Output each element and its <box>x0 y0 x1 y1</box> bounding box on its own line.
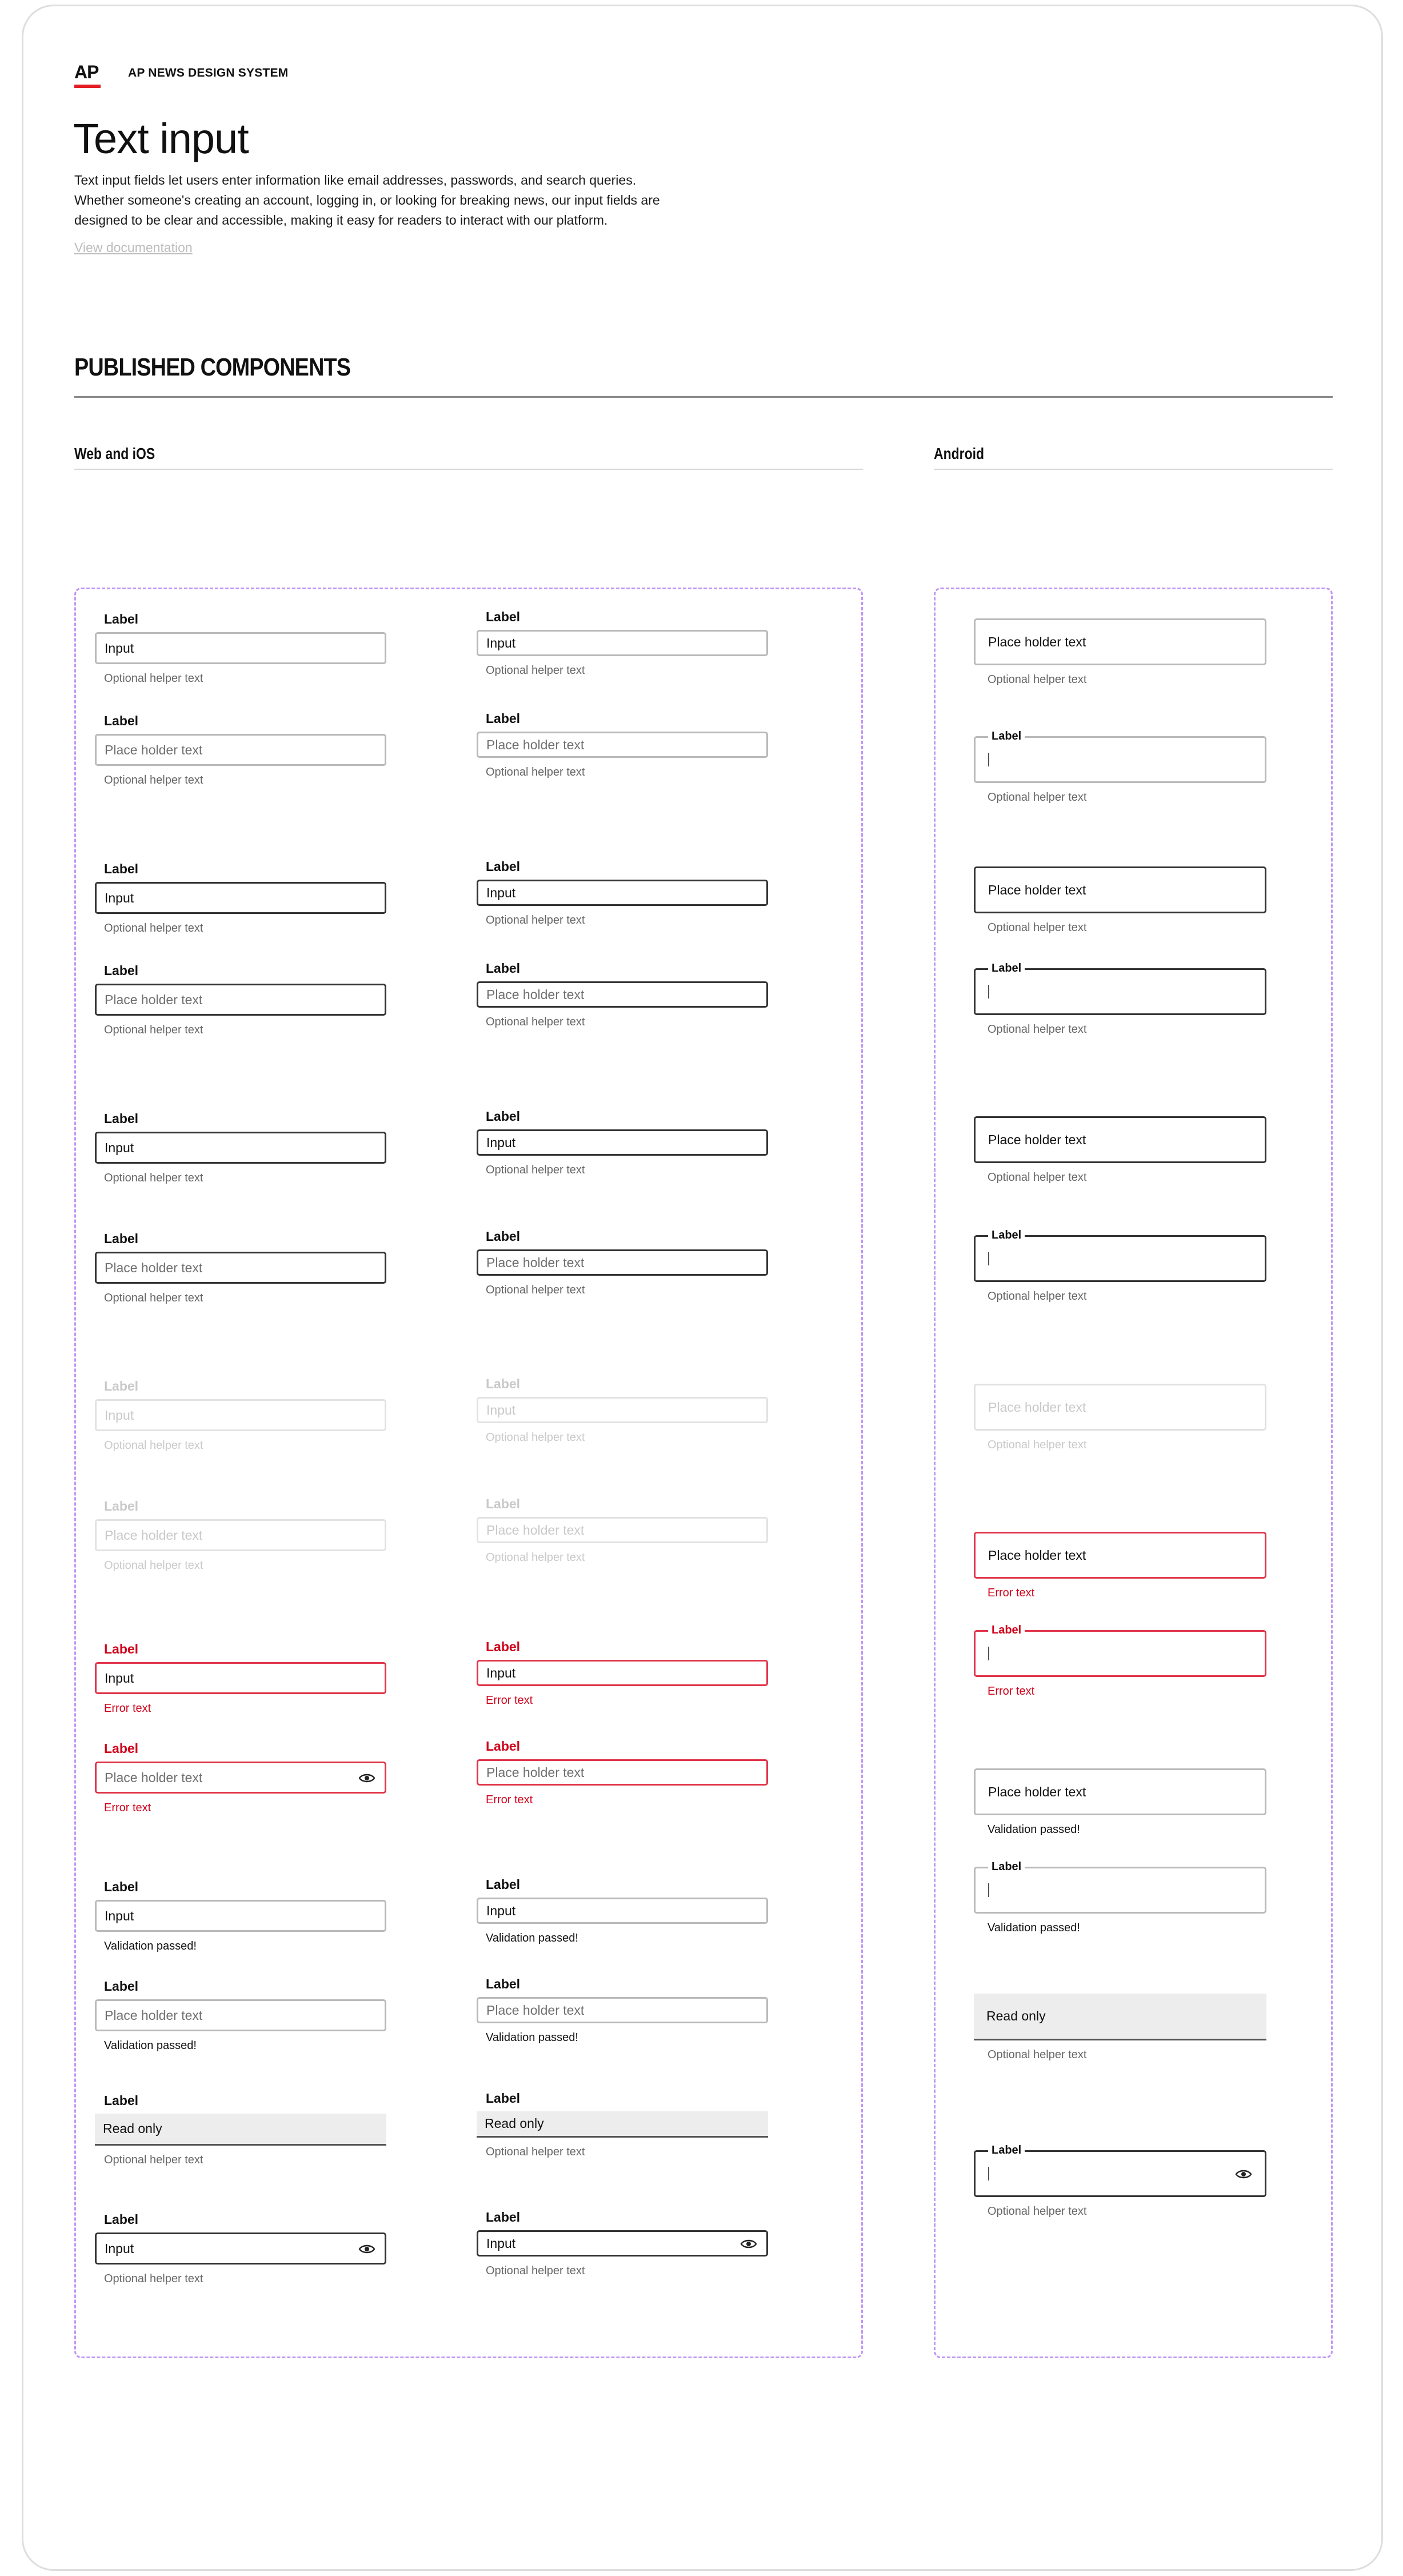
helper-text: Optional helper text <box>486 2265 585 2277</box>
helper-text: Optional helper text <box>104 672 203 685</box>
validation-text: Validation passed! <box>486 2031 578 2044</box>
text-input[interactable] <box>974 866 1266 913</box>
text-input[interactable] <box>974 1860 1266 1914</box>
android-text-field-valid <box>974 1860 1266 1935</box>
input-value: Input <box>105 890 134 905</box>
text-input <box>477 1397 768 1423</box>
text-field-disabled-small <box>477 1495 768 1565</box>
logo-underline <box>74 85 101 88</box>
validation-text: Validation passed! <box>486 1932 578 1944</box>
validation-text: Validation passed! <box>104 1940 197 1952</box>
input-placeholder: Place holder text <box>105 992 203 1007</box>
input-value: Read only <box>485 2116 544 2131</box>
helper-text: Optional helper text <box>988 1171 1087 1184</box>
validation-text: Validation passed! <box>988 1922 1080 1934</box>
section-title: PUBLISHED COMPONENTS <box>74 353 351 381</box>
android-text-field-active <box>974 2144 1266 2219</box>
text-field-default-large <box>95 610 386 686</box>
text-input[interactable] <box>477 1759 768 1786</box>
input-placeholder: Place holder text <box>105 742 203 757</box>
helper-text: Optional helper text <box>104 774 203 786</box>
field-label: Label <box>486 711 521 726</box>
input-placeholder: Place holder text <box>988 1784 1086 1799</box>
validation-text: Validation passed! <box>104 2039 197 2052</box>
web-ios-heading: Web and iOS <box>74 445 155 462</box>
input-value: Input <box>486 1665 516 1680</box>
field-label: Label <box>104 1499 139 1513</box>
text-input[interactable] <box>95 1252 386 1284</box>
field-label: Label <box>486 2091 521 2106</box>
android-text-field-active <box>974 866 1266 935</box>
android-divider <box>934 469 1333 470</box>
field-label: Label <box>486 1639 521 1654</box>
text-cursor <box>988 1252 989 1265</box>
android-text-field-error <box>974 1624 1266 1699</box>
text-input[interactable] <box>477 630 768 656</box>
page-title: Text input <box>73 115 249 162</box>
text-cursor <box>988 1883 989 1897</box>
text-field-focus-large <box>95 962 386 1037</box>
error-text: Error text <box>486 1794 533 1806</box>
input-value: Input <box>105 1670 134 1686</box>
input-placeholder: Place holder text <box>486 1764 585 1780</box>
field-label: Label <box>104 1642 139 1656</box>
floating-label: Label <box>988 729 1025 744</box>
text-field-focus-small <box>477 858 768 928</box>
input-placeholder: Place holder text <box>105 1527 203 1543</box>
text-input <box>95 1399 386 1431</box>
floating-label: Label <box>988 1623 1025 1638</box>
error-text: Error text <box>988 1685 1035 1698</box>
input-value: Input <box>105 1140 134 1155</box>
text-field-readonly-small <box>477 2090 768 2159</box>
text-input <box>477 2111 768 2138</box>
helper-text: Optional helper text <box>486 914 585 926</box>
input-placeholder: Place holder text <box>486 737 585 752</box>
android-heading: Android <box>934 445 984 462</box>
text-input <box>95 2114 386 2146</box>
field-label: Label <box>104 861 139 876</box>
text-input[interactable] <box>974 1532 1266 1579</box>
text-input[interactable] <box>95 1999 386 2031</box>
android-text-field-disabled <box>974 1384 1266 1452</box>
text-field-active-small <box>477 1108 768 1177</box>
input-placeholder: Read only <box>986 2008 1046 2023</box>
input-value: Read only <box>103 2121 162 2136</box>
text-input[interactable] <box>477 1249 768 1276</box>
helper-text: Optional helper text <box>988 1439 1087 1451</box>
text-field-focus-large <box>95 860 386 936</box>
android-text-field-readonly <box>974 1994 1266 2062</box>
eye-icon[interactable] <box>358 2243 375 2254</box>
input-value: Input <box>105 1908 134 1923</box>
text-field-valid-large <box>95 1978 386 2053</box>
field-label: Label <box>104 612 139 626</box>
eye-icon[interactable] <box>1235 2168 1252 2179</box>
input-placeholder: Place holder text <box>988 882 1086 897</box>
text-field-valid-small <box>477 1975 768 2045</box>
helper-text: Optional helper text <box>486 1284 585 1296</box>
text-input[interactable] <box>95 2232 386 2265</box>
ap-logo: AP <box>74 62 99 82</box>
text-field-focus-small <box>477 960 768 1029</box>
field-label: Label <box>486 1976 521 1991</box>
text-cursor <box>988 1647 989 1660</box>
text-field-disabled-small <box>477 1375 768 1445</box>
text-input <box>95 1519 386 1551</box>
text-input[interactable] <box>974 1624 1266 1677</box>
input-placeholder: Place holder text <box>486 1255 585 1270</box>
text-field-error-large <box>95 1640 386 1716</box>
field-label: Label <box>104 963 139 978</box>
text-input[interactable] <box>974 618 1266 665</box>
helper-text: Optional helper text <box>104 922 203 934</box>
input-value: Input <box>486 1135 516 1150</box>
text-field-default-large <box>95 712 386 788</box>
text-field-readonly-large <box>95 2092 386 2167</box>
helper-text: Optional helper text <box>988 2205 1087 2218</box>
input-placeholder: Place holder text <box>105 2007 203 2023</box>
helper-text: Optional helper text <box>104 1439 203 1452</box>
text-input[interactable] <box>477 732 768 758</box>
field-label: Label <box>486 961 521 976</box>
text-field-error-large <box>95 1740 386 1815</box>
android-text-field-default <box>974 730 1266 805</box>
validation-text: Validation passed! <box>988 1823 1080 1836</box>
error-text: Error text <box>486 1694 533 1707</box>
text-input[interactable] <box>95 1900 386 1932</box>
helper-text: Optional helper text <box>486 1431 585 1444</box>
text-field-disabled-large <box>95 1377 386 1453</box>
input-placeholder: Place holder text <box>988 1132 1086 1147</box>
helper-text: Optional helper text <box>988 791 1087 804</box>
helper-text: Optional helper text <box>988 2048 1087 2061</box>
text-field-active-small <box>477 2208 768 2278</box>
input-placeholder: Place holder text <box>486 1522 585 1537</box>
text-input[interactable] <box>95 1132 386 1164</box>
floating-label: Label <box>988 961 1025 976</box>
input-placeholder: Place holder text <box>486 987 585 1002</box>
field-label: Label <box>104 2212 139 2227</box>
input-value: Input <box>486 1402 516 1417</box>
input-value: Input <box>105 1407 134 1423</box>
text-input <box>974 1994 1266 2040</box>
helper-text: Optional helper text <box>486 664 585 677</box>
input-value: Input <box>486 1903 516 1918</box>
text-input[interactable] <box>974 1768 1266 1815</box>
error-text: Error text <box>988 1587 1035 1599</box>
floating-label: Label <box>988 2143 1025 2158</box>
input-placeholder: Place holder text <box>988 1399 1086 1415</box>
input-placeholder: Place holder text <box>105 1770 203 1785</box>
text-input[interactable] <box>95 632 386 664</box>
field-label: Label <box>104 1231 139 1246</box>
eye-icon[interactable] <box>740 2238 757 2249</box>
input-placeholder: Place holder text <box>105 1260 203 1275</box>
android-text-field-error <box>974 1532 1266 1600</box>
text-field-active-large <box>95 1230 386 1305</box>
text-field-valid-small <box>477 1876 768 1946</box>
field-label: Label <box>486 859 521 874</box>
text-input[interactable] <box>477 1660 768 1686</box>
helper-text: Optional helper text <box>104 1559 203 1572</box>
text-input[interactable] <box>95 984 386 1016</box>
view-documentation-link[interactable]: View documentation <box>74 240 193 255</box>
android-text-field-valid <box>974 1768 1266 1837</box>
text-input[interactable] <box>95 734 386 766</box>
text-input[interactable] <box>477 1898 768 1924</box>
field-label: Label <box>486 1229 521 1244</box>
floating-label: Label <box>988 1859 1025 1874</box>
field-label: Label <box>104 1979 139 1994</box>
field-label: Label <box>486 1877 521 1892</box>
helper-text: Optional helper text <box>988 673 1087 686</box>
android-component-group <box>934 588 1333 2358</box>
helper-text: Optional helper text <box>104 2154 203 2166</box>
field-label: Label <box>104 1379 139 1393</box>
field-label: Label <box>104 1111 139 1126</box>
field-label: Label <box>486 1496 521 1511</box>
field-label: Label <box>486 1376 521 1391</box>
text-input[interactable] <box>974 962 1266 1015</box>
helper-text: Optional helper text <box>988 1023 1087 1036</box>
text-input[interactable] <box>477 2230 768 2257</box>
input-value: Input <box>486 885 516 900</box>
android-text-field-default <box>974 618 1266 687</box>
text-cursor <box>988 2167 989 2180</box>
text-input[interactable] <box>974 1229 1266 1282</box>
text-input[interactable] <box>95 882 386 914</box>
floating-label: Label <box>988 1228 1025 1243</box>
text-field-active-large <box>95 1110 386 1185</box>
text-input[interactable] <box>477 981 768 1008</box>
helper-text: Optional helper text <box>988 1290 1087 1303</box>
text-input[interactable] <box>95 1662 386 1694</box>
text-field-error-small <box>477 1638 768 1708</box>
page-description: Text input fields let users enter information like email addresses, passwords, and search queries. Whether someone's creating an account, logging in, or looking for breaking news, our input fields are designed to be clear and accessible, making it easy for readers to interact with our platform. <box>74 173 660 227</box>
text-input[interactable] <box>974 1116 1266 1163</box>
text-field-active-large <box>95 2211 386 2286</box>
text-input[interactable] <box>477 1997 768 2023</box>
web-ios-divider <box>74 469 863 470</box>
field-label: Label <box>486 609 521 624</box>
input-placeholder: Place holder text <box>988 634 1086 649</box>
helper-text: Optional helper text <box>988 921 1087 934</box>
input-placeholder: Place holder text <box>486 2002 585 2018</box>
text-field-default-small <box>477 710 768 780</box>
helper-text: Optional helper text <box>104 1292 203 1304</box>
input-value: Input <box>105 2240 134 2256</box>
text-input <box>974 1384 1266 1431</box>
helper-text: Optional helper text <box>486 2146 585 2158</box>
helper-text: Optional helper text <box>486 1551 585 1564</box>
text-field-active-small <box>477 1228 768 1297</box>
helper-text: Optional helper text <box>104 2273 203 2285</box>
text-input <box>477 1517 768 1543</box>
android-text-field-active <box>974 962 1266 1037</box>
android-text-field-active <box>974 1116 1266 1185</box>
input-value: Input <box>486 635 516 650</box>
helper-text: Optional helper text <box>104 1024 203 1036</box>
field-label: Label <box>104 1879 139 1894</box>
helper-text: Optional helper text <box>104 1172 203 1184</box>
text-cursor <box>988 753 989 766</box>
text-input[interactable] <box>95 1762 386 1794</box>
text-input[interactable] <box>477 1129 768 1156</box>
input-value: Input <box>486 2235 516 2251</box>
field-label: Label <box>486 1109 521 1124</box>
field-label: Label <box>104 2093 139 2108</box>
text-input[interactable] <box>974 2144 1266 2197</box>
android-text-field-active <box>974 1229 1266 1304</box>
input-value: Input <box>105 640 134 656</box>
field-label: Label <box>486 1739 521 1754</box>
text-field-valid-large <box>95 1878 386 1954</box>
field-label: Label <box>104 1741 139 1756</box>
text-input[interactable] <box>974 730 1266 783</box>
field-label: Label <box>486 2210 521 2224</box>
text-field-disabled-large <box>95 1497 386 1573</box>
eye-icon[interactable] <box>358 1772 375 1783</box>
error-text: Error text <box>104 1802 151 1814</box>
helper-text: Optional helper text <box>486 1016 585 1028</box>
input-placeholder: Place holder text <box>988 1547 1086 1563</box>
helper-text: Optional helper text <box>486 766 585 778</box>
helper-text: Optional helper text <box>486 1164 585 1176</box>
error-text: Error text <box>104 1702 151 1715</box>
text-field-default-small <box>477 608 768 678</box>
text-input[interactable] <box>477 880 768 906</box>
section-divider <box>74 396 1333 398</box>
design-system-name: AP NEWS DESIGN SYSTEM <box>128 66 289 79</box>
text-field-error-small <box>477 1738 768 1807</box>
text-cursor <box>988 985 989 999</box>
field-label: Label <box>104 713 139 728</box>
